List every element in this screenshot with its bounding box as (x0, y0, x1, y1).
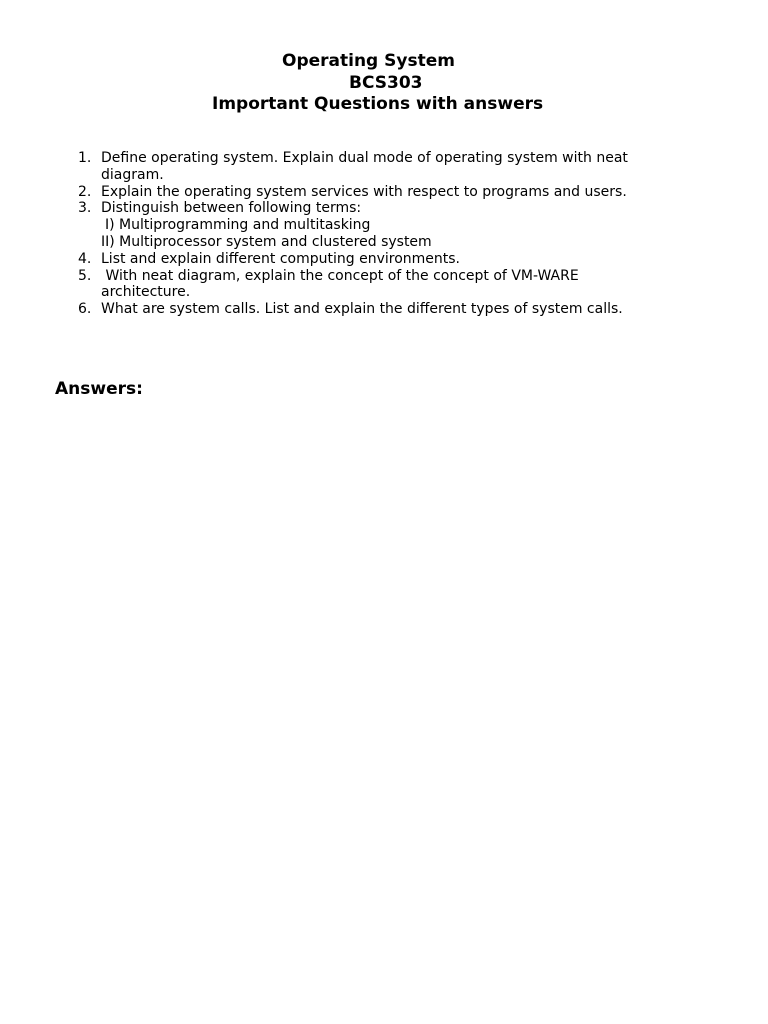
list-subitem (0, 234, 768, 251)
question-text: Distinguish between following terms: (101, 200, 362, 217)
question-number: 1. (78, 150, 92, 166)
document-title: Operating System (282, 51, 455, 71)
question-text: List and explain different computing environments. (101, 250, 460, 267)
list-item (0, 251, 768, 268)
question-text: With neat diagram, explain the concept of the concept of VM-WARE (101, 267, 579, 284)
question-text: diagram. (101, 166, 164, 183)
question-text: Explain the operating system services with respect to programs and users. (101, 183, 627, 200)
list-subitem (0, 217, 768, 234)
list-item (0, 301, 768, 318)
list-item (0, 150, 768, 167)
question-text: What are system calls. List and explain the different types of system calls. (101, 301, 623, 318)
list-item (0, 200, 768, 217)
questions-list (0, 150, 768, 318)
question-number: 3. (78, 200, 92, 217)
question-text: Define operating system. Explain dual mode of operating system with neat (101, 150, 628, 166)
document-subtitle: Important Questions with answers (212, 94, 544, 114)
list-item-continuation (0, 284, 768, 301)
course-code: BCS303 (349, 73, 423, 93)
question-number: 4. (78, 250, 92, 267)
question-number: 6. (78, 301, 92, 318)
list-item (0, 268, 768, 285)
list-item-continuation (0, 167, 768, 184)
question-subitem: II) Multiprocessor system and clustered system (101, 233, 432, 250)
question-subitem: I) Multiprogramming and multitasking (105, 217, 371, 234)
list-item (0, 184, 768, 201)
answers-heading: Answers: (55, 379, 143, 399)
question-text: architecture. (101, 284, 191, 301)
question-number: 5. (78, 267, 92, 284)
question-number: 2. (78, 183, 92, 200)
